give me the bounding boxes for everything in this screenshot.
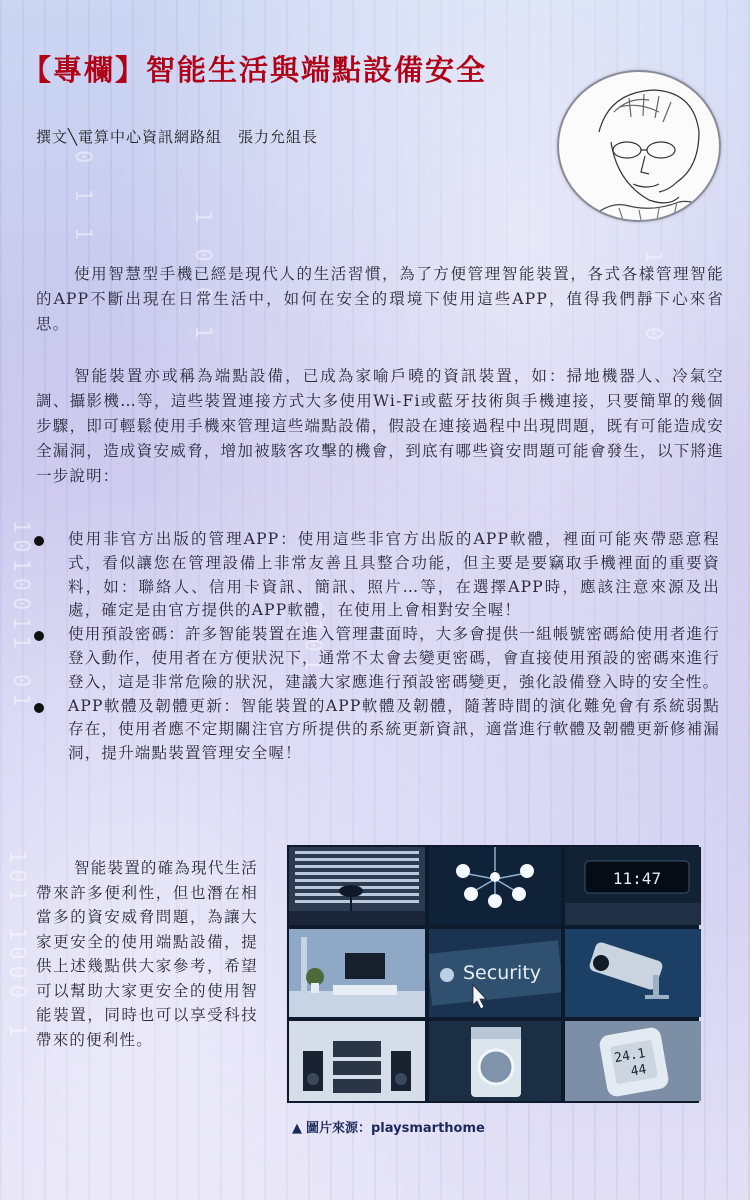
photo-security-camera — [565, 929, 701, 1017]
list-item-text: APP軟體及韌體更新：智能裝置的APP軟體及韌體，隨著時間的演化難免會有系統弱點存在，使用者應不定期關注官方所提供的系統更新資訊，適當進行軟體及韌體更新修補漏洞，提升端點裝置管理安全喔！ — [68, 696, 720, 763]
author-byline: 撰文╲電算中心資訊網路組 張力允組長 — [36, 128, 319, 146]
photo-audio-system — [289, 1021, 425, 1101]
security-label: Security — [463, 962, 542, 984]
bullet-dot-icon — [34, 631, 44, 641]
caption-text: 圖片來源：playsmarthome — [306, 1121, 485, 1136]
photo-thermostat — [565, 1021, 701, 1101]
list-item-text: 使用非官方出版的管理APP：使用這些非官方出版的APP軟體，裡面可能夾帶惡意程式，看似讓您在管理設備上非常友善且具整合功能，但主要是要竊取手機裡面的重要資料，如：聯絡人、信用卡資訊、簡訊、照片…等，在選擇APP時，應該注意來源及出處，確定是由官方提供的APP軟體，在使用上會相對安全喔！ — [68, 530, 720, 620]
author-avatar — [557, 70, 721, 222]
image-caption — [292, 1117, 485, 1136]
photo-washing-machine — [429, 1021, 561, 1101]
bullet-dot-icon — [34, 703, 44, 713]
photo-digital-clock — [565, 847, 701, 925]
list-item — [30, 528, 720, 623]
list-item — [30, 623, 720, 694]
temperature-readout: 24.1 — [613, 1046, 647, 1067]
photo-security-button — [429, 929, 561, 1017]
conclusion-paragraph: 智能裝置的確為現代生活帶來許多便利性，但也潛在相當多的資安威脅問題，為讓大家更安全的使用端點設備，提供上述幾點供大家參考，希望可以幫助大家更安全的使用智能裝置，同時也可以享受科技帶來的便利性。 — [36, 859, 258, 1049]
photo-blinds-lamp — [289, 847, 425, 925]
list-item-text: 使用預設密碼：許多智能裝置在進入管理畫面時，大多會提供一組帳號密碼給使用者進行登入動作，使用者在方便狀況下，通常不太會去變更密碼，會直接使用預設的密碼來進行登入，這是非常危險的狀況，建議大家應進行預設密碼變更，強化設備登入時的安全性。 — [68, 625, 720, 691]
page-title: 【專欄】智能生活與端點設備安全 — [22, 53, 488, 87]
devices-paragraph: 智能裝置亦或稱為端點設備，已成為家喻戶曉的資訊裝置，如：掃地機器人、冷氣空調、攝影機…等，這些裝置連接方式大多使用Wi-Fi或藍牙技術與手機連接，只要簡單的幾個步驟，即可輕鬆使用手機來管理這些端點設備，假設在連接過程中出現問題，既有可能造成安全漏洞，造成資安威脅，增加被駭客攻擊的機會，到底有哪些資安問題可能會發生，以下將進一步說明： — [36, 367, 724, 485]
photo-living-room-tv — [289, 929, 425, 1017]
photo-ceiling-light — [429, 847, 561, 925]
triangle-up-icon: ▲ — [292, 1121, 302, 1136]
smart-devices-photo — [287, 845, 699, 1103]
clock-readout: 11:47 — [612, 869, 662, 888]
background-binary-pattern: 1010011 01 0 1 1 0 1 0 0 1 0101 1 1 0 101 1000 1 — [4, 150, 665, 1043]
intro-paragraph: 使用智慧型手機已經是現代人的生活習慣，為了方便管理智能裝置，各式各樣管理智能的APP不斷出現在日常生活中，如何在安全的環境下使用這些APP，值得我們靜下心來省思。 — [36, 265, 724, 333]
humidity-readout: 44 — [629, 1062, 648, 1080]
risk-list — [30, 528, 720, 766]
bullet-dot-icon — [34, 536, 44, 546]
list-item — [30, 695, 720, 766]
